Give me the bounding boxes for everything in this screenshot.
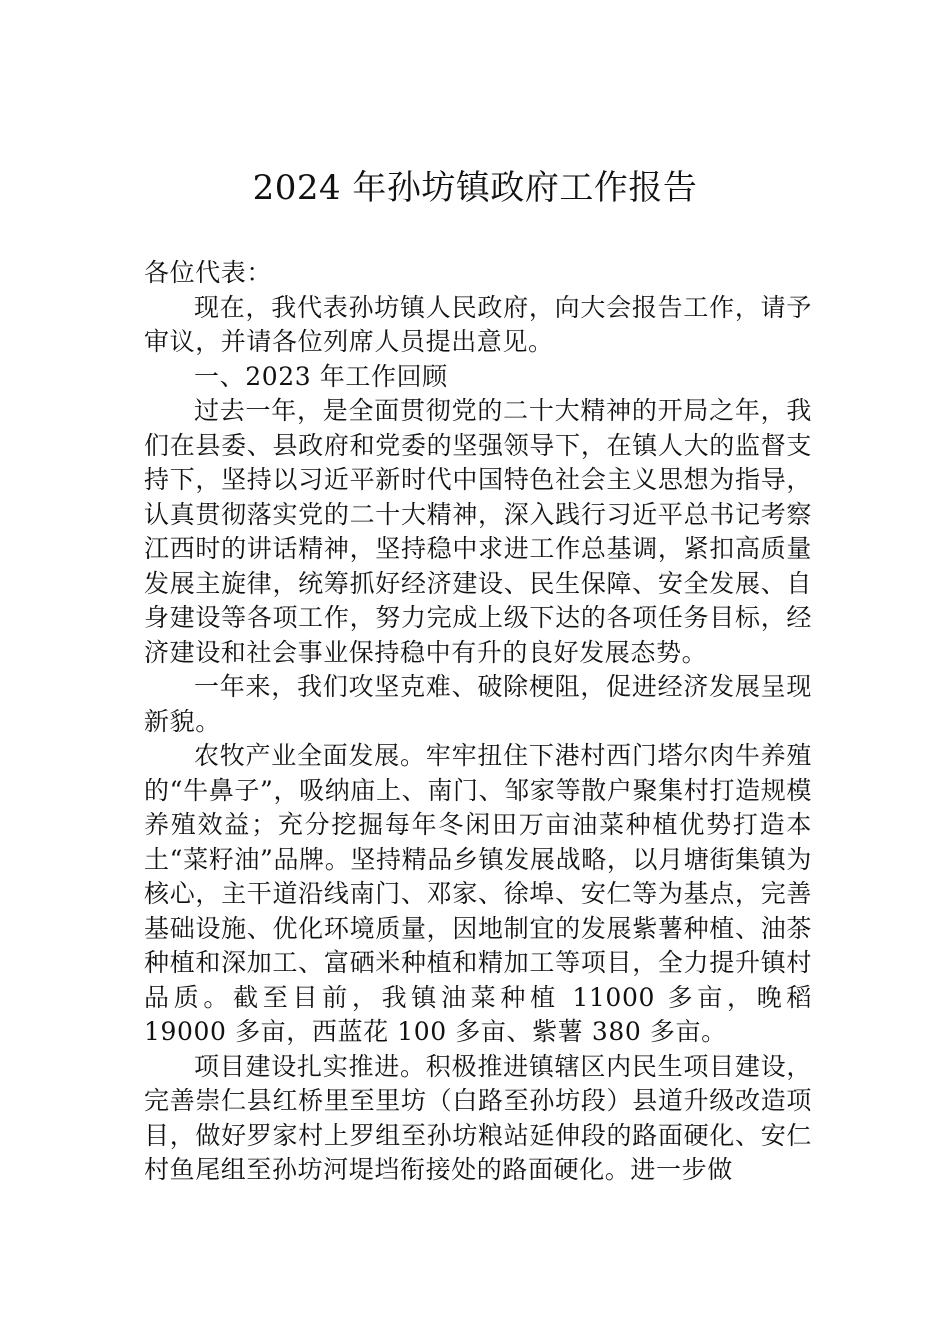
paragraph-agriculture: 农牧产业全面发展。牢牢扭住下港村西门塔尔肉牛养殖的“牛鼻子”，吸纳庙上、南门、邹家等散户聚集村打造规模养殖效益；充分挖掘每年冬闲田万亩油菜种植优势打造本土“菜籽油”品牌。坚持精品乡镇发展战略，以月塘街集镇为核心，主干道沿线南门、邓家、徐埠、安仁等为基点，完善基础设施、优化环境质量，因地制宜的发展紫薯种植、油茶种植和深加工、富硒米种植和精加工等项目，全力提升镇村品质。截至目前，我镇油菜种植 11000 多亩，晚稻 19000 多亩，西蓝花 100 多亩、紫薯 380 多亩。 — [144, 741, 812, 1046]
document-body — [144, 256, 812, 1188]
section-heading: 一、2023 年工作回顾 — [194, 361, 448, 391]
paragraph-summary: 一年来，我们攻坚克难、破除梗阻，促进经济发展呈现新貌。 — [144, 672, 812, 736]
paragraph-review: 过去一年，是全面贯彻党的二十大精神的开局之年，我们在县委、县政府和党委的坚强领导下，在镇人大的监督支持下，坚持以习近平新时代中国特色社会主义思想为指导，认真贯彻落实党的二十大精神，深入践行习近平总书记考察江西时的讲话精神，坚持稳中求进工作总基调，紧扣高质量发展主旋律，统筹抓好经济建设、民生保障、安全发展、自身建设等各项工作，努力完成上级下达的各项任务目标，经济建设和社会事业保持稳中有升的良好发展态势。 — [144, 396, 812, 667]
paragraph-projects: 项目建设扎实推进。积极推进镇辖区内民生项目建设，完善崇仁县红桥里至里坊（白路至孙坊段）县道升级改造项目，做好罗家村上罗组至孙坊粮站延伸段的路面硬化、安仁村鱼尾组至孙坊河堤垱衔接处的路面硬化。进一步做 — [144, 1051, 812, 1184]
document-title: 2024 年孙坊镇政府工作报告 — [252, 168, 698, 208]
paragraph-opening: 现在，我代表孙坊镇人民政府，向大会报告工作，请予审议，并请各位列席人员提出意见。 — [144, 292, 812, 356]
salutation: 各位代表： — [144, 258, 273, 287]
